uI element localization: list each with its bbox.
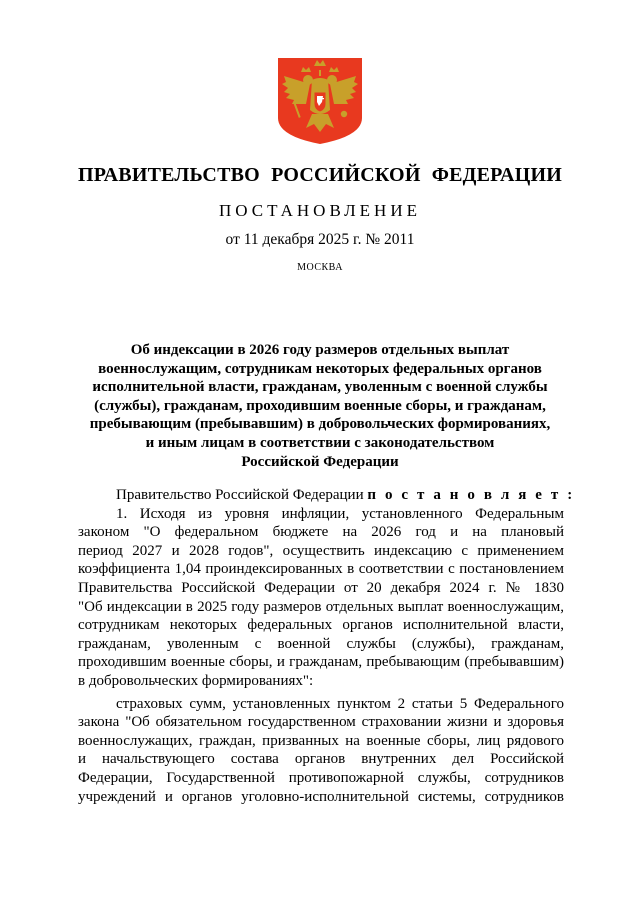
paragraph-1-line: в добровольческих формированиях": (78, 672, 314, 689)
preamble-text: Правительство Российской Федерации (116, 487, 364, 503)
subject-line: пребывающим (пребывавшим) в добровольческих формированиях, (89, 416, 551, 433)
paragraph-2-line: военнослужащих, граждан, призванных на военные сборы, лиц рядового (78, 732, 564, 749)
paragraph-1-line: Правительства Российской Федерации от 20 декабря 2024 г. № 1830 (78, 579, 564, 596)
subject-line: Российской Федерации (241, 453, 399, 470)
government-title: ПРАВИТЕЛЬСТВО РОССИЙСКОЙ ФЕДЕРАЦИИ (78, 164, 562, 186)
document-city: МОСКВА (297, 262, 343, 273)
paragraph-1-line: законом "О федеральном бюджете на 2026 год и на плановый (78, 524, 564, 541)
document-body (78, 486, 575, 806)
paragraph-1-line: коэффициента 1,04 проиндексированных в соответствии с постановлением (78, 561, 564, 578)
subject-line: исполнительной власти, гражданам, уволенным с военной службы (92, 379, 548, 396)
document-subject (60, 341, 580, 471)
subject-line: и иным лицам в соответствии с законодательством (145, 434, 495, 451)
paragraph-2-line: Федерации, Государственной противопожарной службы, сотрудников (78, 769, 564, 786)
document-date-number: от 11 декабря 2025 г. № 2011 (225, 231, 415, 248)
subject-line: Об индексации в 2026 году размеров отдельных выплат (130, 342, 510, 358)
coat-of-arms-icon (276, 56, 364, 146)
paragraph-2-line: закона "Об обязательном государственном страховании жизни и здоровья (78, 714, 564, 731)
paragraph-1-line: период 2027 и 2028 годов", осуществить индексацию с применением (78, 542, 564, 559)
document-type: ПОСТАНОВЛЕНИЕ (218, 201, 421, 220)
paragraph-2-line: учреждений и органов уголовно-исполнительной системы, сотрудников (78, 788, 564, 805)
paragraph-1-line: проходившим военные сборы, и гражданам, пребывающим (пребывавшим) (78, 654, 564, 671)
preamble (78, 486, 575, 505)
preamble-verb: п о с т а н о в л я е т : (367, 487, 575, 503)
paragraph-1-line: 1. Исходя из уровня инфляции, установленного Федеральным (116, 505, 564, 522)
paragraph-2-line: страховых сумм, установленных пунктом 2 статьи 5 Федерального (116, 695, 564, 712)
paragraph-2-line: и начальствующего состава органов внутренних дел Российской (78, 751, 564, 768)
paragraph-1-line: сотрудникам некоторых федеральных органов исполнительной власти, (78, 617, 564, 634)
subject-line: (службы), гражданам, проходившим военные сборы, и гражданам, (94, 397, 546, 414)
paragraph-1-line: гражданам, уволенным с военной службы (службы), гражданам, (78, 635, 564, 652)
subject-line: военнослужащим, сотрудникам некоторых федеральных органов (98, 360, 542, 377)
paragraph-1-line: "Об индексации в 2025 году размеров отдельных выплат военнослужащим, (78, 598, 564, 615)
